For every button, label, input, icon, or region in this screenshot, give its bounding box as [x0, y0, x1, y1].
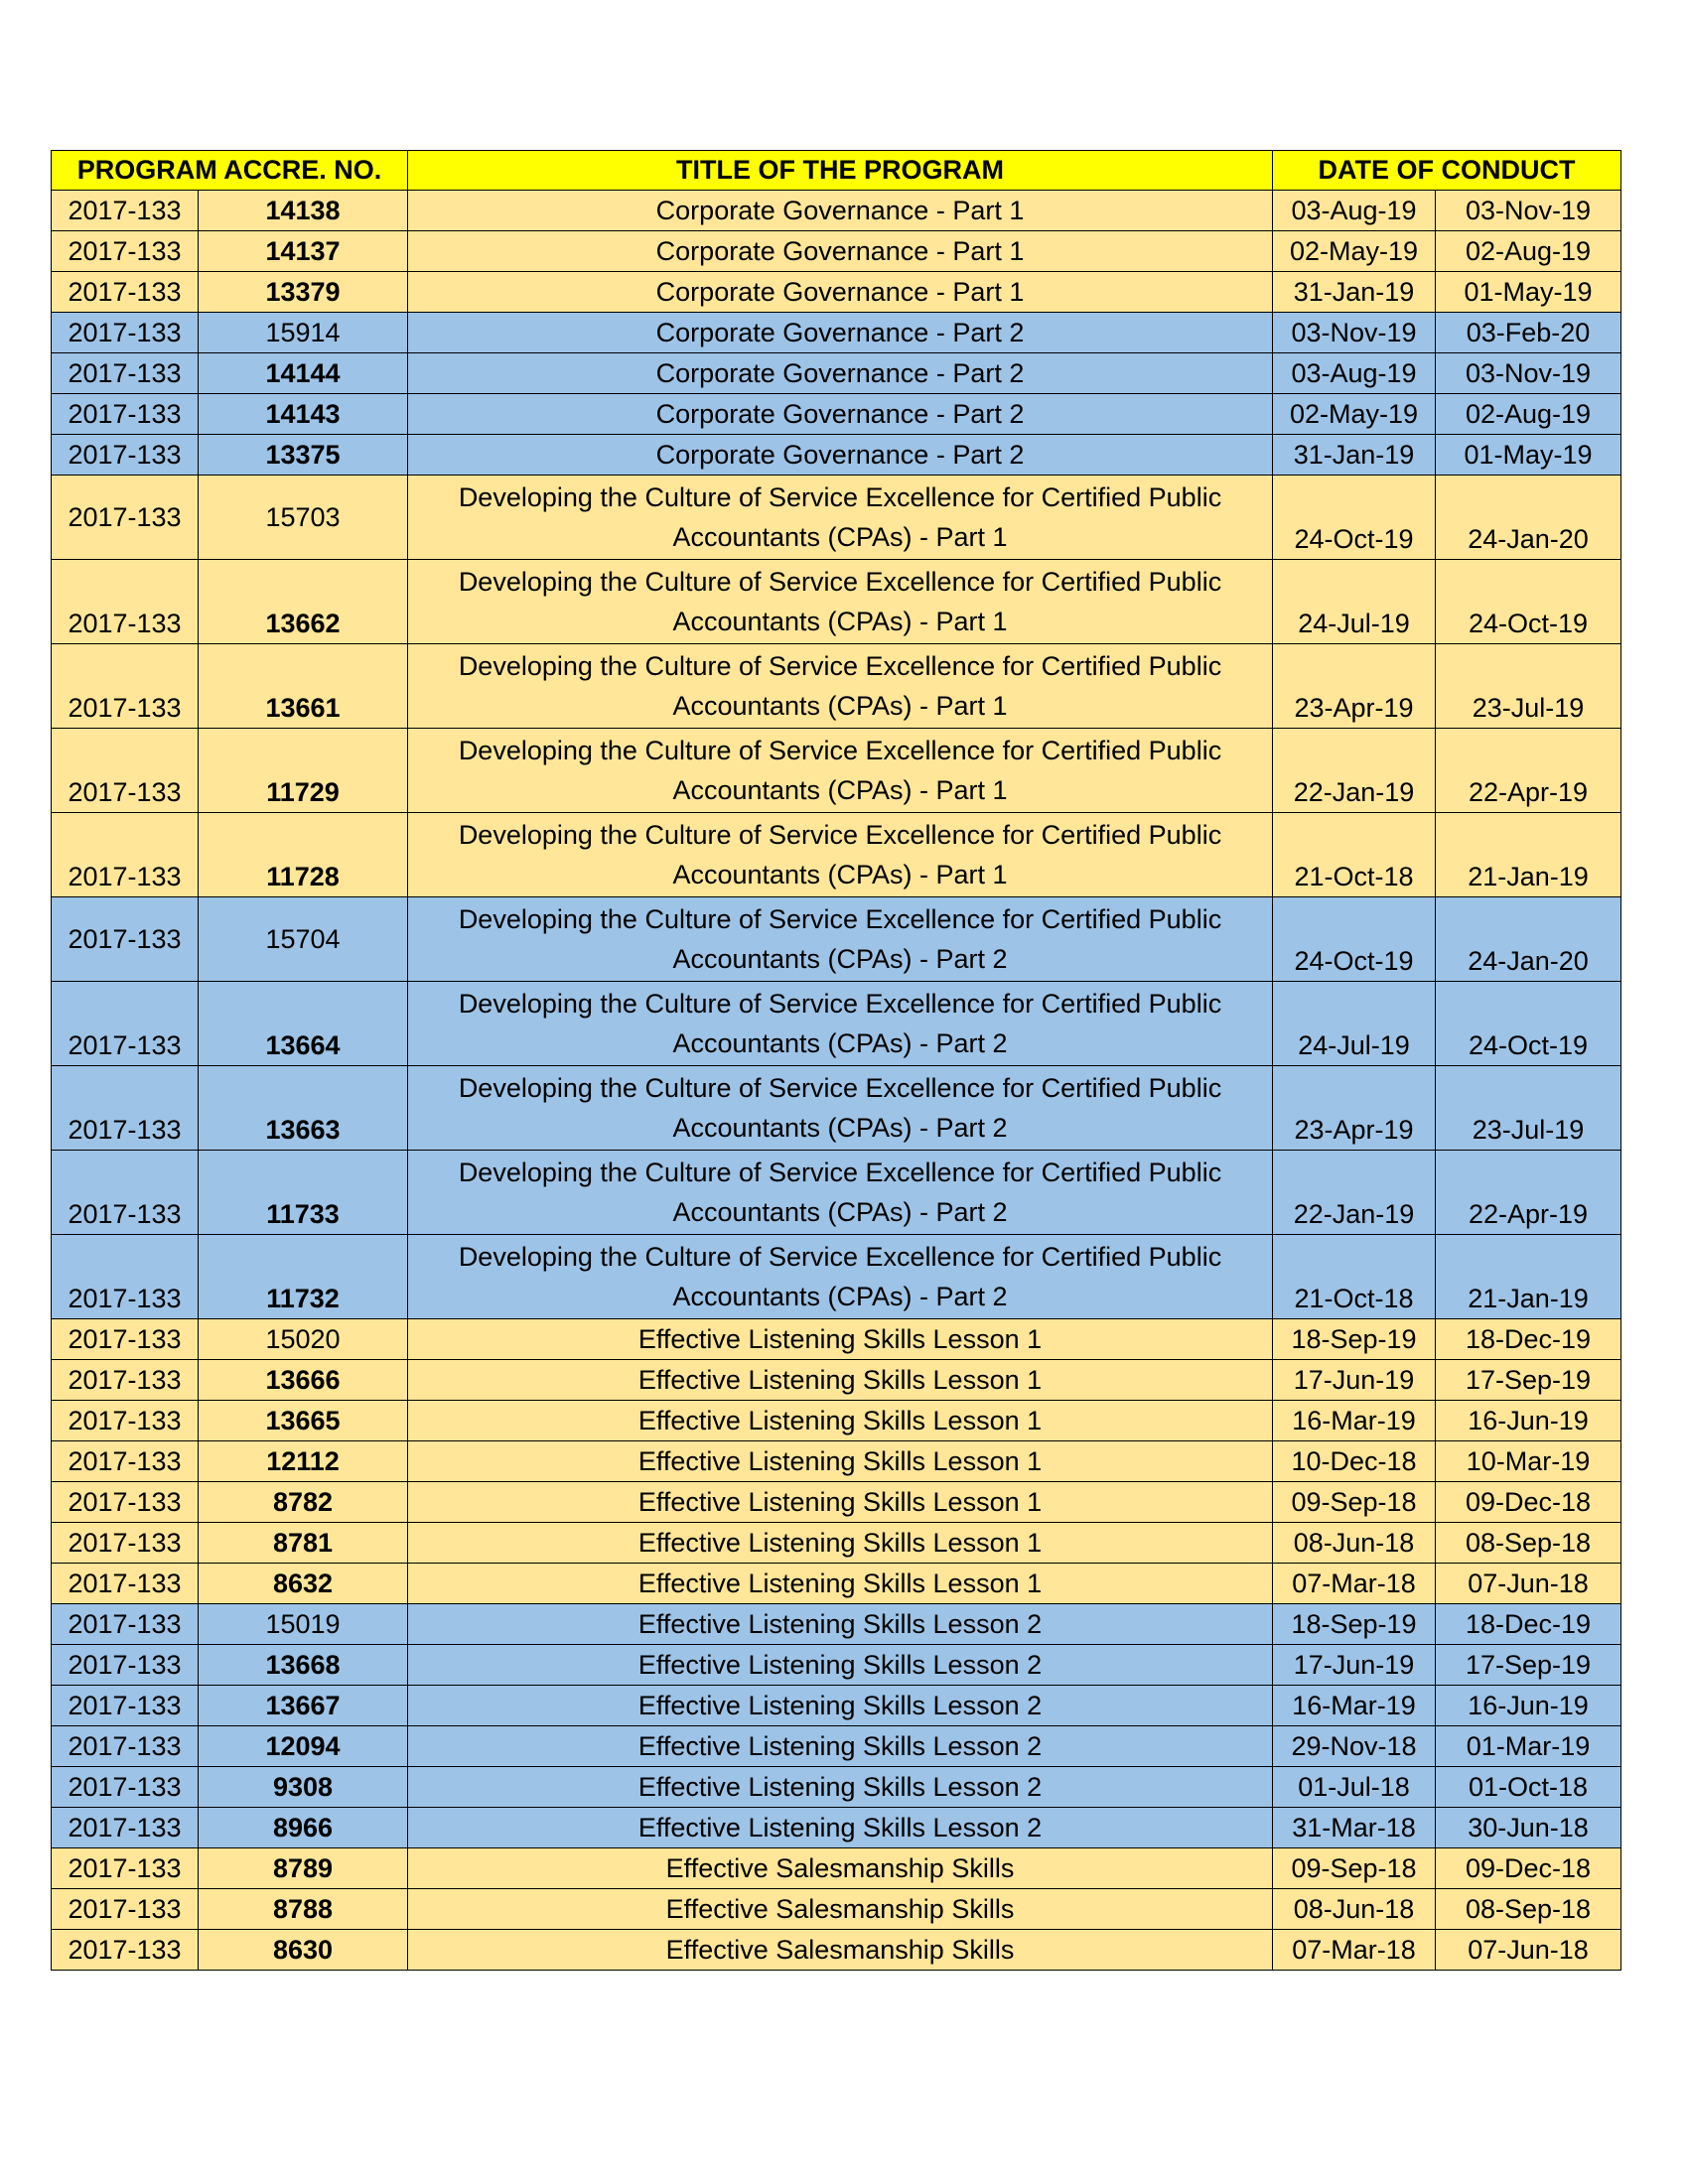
- date-from-cell: 10-Dec-18: [1273, 1441, 1436, 1482]
- date-to-cell: 16-Jun-19: [1436, 1686, 1621, 1726]
- date-to-cell: 23-Jul-19: [1436, 1066, 1621, 1151]
- date-to-cell: 03-Feb-20: [1436, 313, 1621, 353]
- program-title-cell: [408, 1889, 1273, 1930]
- program-title-line-1: Effective Listening Skills Lesson 1: [637, 1323, 1043, 1354]
- accre-number-cell: 15020: [199, 1319, 408, 1360]
- accre-number-cell: 13662: [199, 560, 408, 644]
- header-date: DATE OF CONDUCT: [1273, 151, 1621, 191]
- table-row: [52, 476, 1621, 560]
- accre-prefix-cell: 2017-133: [52, 231, 199, 272]
- table-row: [52, 1604, 1621, 1645]
- accre-prefix-cell: 2017-133: [52, 560, 199, 644]
- program-title-cell: [408, 231, 1273, 272]
- program-title-line-1: Effective Listening Skills Lesson 2: [637, 1730, 1043, 1761]
- date-from-cell: 24-Jul-19: [1273, 982, 1436, 1066]
- accre-number-cell: 15914: [199, 313, 408, 353]
- table-row: [52, 1564, 1621, 1604]
- table-row: [52, 1645, 1621, 1686]
- date-to-cell: 17-Sep-19: [1436, 1645, 1621, 1686]
- program-title-cell: [408, 1360, 1273, 1401]
- program-title-cell: [408, 897, 1273, 982]
- accre-prefix-cell: 2017-133: [52, 476, 199, 560]
- accre-prefix-cell: 2017-133: [52, 1645, 199, 1686]
- date-from-cell: 24-Jul-19: [1273, 560, 1436, 644]
- program-title-cell: [408, 1808, 1273, 1848]
- date-from-cell: 31-Jan-19: [1273, 435, 1436, 476]
- table-row: [52, 435, 1621, 476]
- accre-prefix-cell: 2017-133: [52, 1360, 199, 1401]
- date-to-cell: 02-Aug-19: [1436, 394, 1621, 435]
- accre-number-cell: 13664: [199, 982, 408, 1066]
- accre-number-cell: 13379: [199, 272, 408, 313]
- table-row: [52, 1066, 1621, 1151]
- accre-number-cell: 9308: [199, 1767, 408, 1808]
- table-row: [52, 1360, 1621, 1401]
- table-row: [52, 813, 1621, 897]
- accre-number-cell: 12112: [199, 1441, 408, 1482]
- program-title-line-2: Accountants (CPAs) - Part 2: [672, 1113, 1008, 1143]
- program-title-cell: [408, 435, 1273, 476]
- table-row: [52, 1726, 1621, 1767]
- program-title-line-2: Accountants (CPAs) - Part 2: [672, 1028, 1008, 1058]
- table-row: [52, 1686, 1621, 1726]
- program-title-line-1: Corporate Governance - Part 2: [655, 357, 1025, 388]
- accre-prefix-cell: 2017-133: [52, 435, 199, 476]
- table-row: [52, 1401, 1621, 1441]
- header-title: TITLE OF THE PROGRAM: [408, 151, 1273, 191]
- program-title-cell: [408, 982, 1273, 1066]
- table-row: [52, 1441, 1621, 1482]
- header-row: [52, 151, 1621, 191]
- program-title-line-2: Accountants (CPAs) - Part 1: [672, 691, 1008, 721]
- program-title-cell: [408, 560, 1273, 644]
- table-row: [52, 560, 1621, 644]
- date-from-cell: 08-Jun-18: [1273, 1889, 1436, 1930]
- program-title-line-1: Developing the Culture of Service Excellence for Certified Public: [458, 989, 1222, 1019]
- program-title-line-1: Corporate Governance - Part 1: [655, 276, 1025, 307]
- program-title-line-2: Accountants (CPAs) - Part 1: [672, 607, 1008, 636]
- program-title-line-1: Effective Listening Skills Lesson 1: [637, 1364, 1043, 1395]
- program-title-line-1: Corporate Governance - Part 2: [655, 439, 1025, 470]
- program-title-line-1: Corporate Governance - Part 2: [655, 317, 1025, 347]
- program-title-cell: [408, 1726, 1273, 1767]
- accre-prefix-cell: 2017-133: [52, 644, 199, 729]
- date-from-cell: 02-May-19: [1273, 394, 1436, 435]
- date-from-cell: 23-Apr-19: [1273, 1066, 1436, 1151]
- accre-prefix-cell: 2017-133: [52, 1848, 199, 1889]
- program-title-line-1: Effective Listening Skills Lesson 1: [637, 1527, 1043, 1558]
- date-to-cell: 24-Oct-19: [1436, 560, 1621, 644]
- date-to-cell: 01-Mar-19: [1436, 1726, 1621, 1767]
- accre-prefix-cell: 2017-133: [52, 1441, 199, 1482]
- table-row: [52, 1482, 1621, 1523]
- date-to-cell: 30-Jun-18: [1436, 1808, 1621, 1848]
- accre-number-cell: 11733: [199, 1151, 408, 1235]
- date-to-cell: 16-Jun-19: [1436, 1401, 1621, 1441]
- accre-number-cell: 11728: [199, 813, 408, 897]
- table-body: [52, 191, 1621, 1971]
- accre-number-cell: 8966: [199, 1808, 408, 1848]
- table-row: [52, 1808, 1621, 1848]
- table-row: [52, 1767, 1621, 1808]
- date-from-cell: 17-Jun-19: [1273, 1645, 1436, 1686]
- table-row: [52, 1319, 1621, 1360]
- date-from-cell: 03-Aug-19: [1273, 353, 1436, 394]
- date-to-cell: 02-Aug-19: [1436, 231, 1621, 272]
- date-from-cell: 16-Mar-19: [1273, 1686, 1436, 1726]
- program-title-cell: [408, 644, 1273, 729]
- accre-prefix-cell: 2017-133: [52, 313, 199, 353]
- date-from-cell: 07-Mar-18: [1273, 1564, 1436, 1604]
- accre-number-cell: 11732: [199, 1235, 408, 1319]
- program-title-cell: [408, 1066, 1273, 1151]
- table-row: [52, 1848, 1621, 1889]
- program-title-cell: [408, 272, 1273, 313]
- date-to-cell: 24-Oct-19: [1436, 982, 1621, 1066]
- date-from-cell: 18-Sep-19: [1273, 1319, 1436, 1360]
- accre-prefix-cell: 2017-133: [52, 1726, 199, 1767]
- program-title-line-1: Effective Listening Skills Lesson 1: [637, 1445, 1043, 1476]
- program-title-line-2: Accountants (CPAs) - Part 1: [672, 522, 1008, 552]
- program-title-cell: [408, 1401, 1273, 1441]
- accre-prefix-cell: 2017-133: [52, 1151, 199, 1235]
- program-title-cell: [408, 313, 1273, 353]
- table-row: [52, 1235, 1621, 1319]
- program-title-line-1: Effective Listening Skills Lesson 2: [637, 1649, 1043, 1680]
- date-from-cell: 21-Oct-18: [1273, 813, 1436, 897]
- accre-number-cell: 8781: [199, 1523, 408, 1564]
- accre-prefix-cell: 2017-133: [52, 1235, 199, 1319]
- date-from-cell: 31-Mar-18: [1273, 1808, 1436, 1848]
- date-from-cell: 23-Apr-19: [1273, 644, 1436, 729]
- accre-prefix-cell: 2017-133: [52, 813, 199, 897]
- program-title-cell: [408, 729, 1273, 813]
- program-title-line-1: Effective Salesmanship Skills: [665, 1893, 1015, 1924]
- accre-prefix-cell: 2017-133: [52, 394, 199, 435]
- program-title-cell: [408, 1604, 1273, 1645]
- accre-number-cell: 14144: [199, 353, 408, 394]
- program-title-line-1: Developing the Culture of Service Excellence for Certified Public: [458, 904, 1222, 934]
- program-title-cell: [408, 1441, 1273, 1482]
- accre-prefix-cell: 2017-133: [52, 1889, 199, 1930]
- accre-prefix-cell: 2017-133: [52, 191, 199, 231]
- date-from-cell: 01-Jul-18: [1273, 1767, 1436, 1808]
- date-to-cell: 22-Apr-19: [1436, 729, 1621, 813]
- date-to-cell: 08-Sep-18: [1436, 1523, 1621, 1564]
- accre-prefix-cell: 2017-133: [52, 1808, 199, 1848]
- date-from-cell: 17-Jun-19: [1273, 1360, 1436, 1401]
- date-from-cell: 02-May-19: [1273, 231, 1436, 272]
- accre-prefix-cell: 2017-133: [52, 1401, 199, 1441]
- date-to-cell: 03-Nov-19: [1436, 353, 1621, 394]
- date-to-cell: 21-Jan-19: [1436, 813, 1621, 897]
- accre-number-cell: 8630: [199, 1930, 408, 1971]
- accre-number-cell: 11729: [199, 729, 408, 813]
- date-to-cell: 08-Sep-18: [1436, 1889, 1621, 1930]
- program-title-cell: [408, 1151, 1273, 1235]
- date-to-cell: 01-Oct-18: [1436, 1767, 1621, 1808]
- date-from-cell: 16-Mar-19: [1273, 1401, 1436, 1441]
- program-title-line-2: Accountants (CPAs) - Part 2: [672, 1282, 1008, 1311]
- accre-prefix-cell: 2017-133: [52, 1066, 199, 1151]
- table-row: [52, 982, 1621, 1066]
- date-to-cell: 24-Jan-20: [1436, 897, 1621, 982]
- date-from-cell: 24-Oct-19: [1273, 897, 1436, 982]
- program-title-cell: [408, 1848, 1273, 1889]
- program-title-cell: [408, 1235, 1273, 1319]
- program-title-line-1: Developing the Culture of Service Excellence for Certified Public: [458, 482, 1222, 512]
- program-title-cell: [408, 1645, 1273, 1686]
- program-title-line-1: Effective Salesmanship Skills: [665, 1852, 1015, 1883]
- program-title-cell: [408, 1930, 1273, 1971]
- table-row: [52, 272, 1621, 313]
- accre-prefix-cell: 2017-133: [52, 1564, 199, 1604]
- date-from-cell: 03-Aug-19: [1273, 191, 1436, 231]
- table-row: [52, 394, 1621, 435]
- date-to-cell: 01-May-19: [1436, 272, 1621, 313]
- accre-number-cell: 15019: [199, 1604, 408, 1645]
- accre-number-cell: 13667: [199, 1686, 408, 1726]
- program-title-cell: [408, 394, 1273, 435]
- date-to-cell: 23-Jul-19: [1436, 644, 1621, 729]
- program-title-cell: [408, 1686, 1273, 1726]
- program-title-line-1: Developing the Culture of Service Excellence for Certified Public: [458, 1158, 1222, 1187]
- accre-prefix-cell: 2017-133: [52, 1482, 199, 1523]
- program-title-cell: [408, 353, 1273, 394]
- accre-number-cell: 15703: [199, 476, 408, 560]
- program-title-line-1: Effective Listening Skills Lesson 1: [637, 1405, 1043, 1435]
- program-title-line-1: Effective Listening Skills Lesson 1: [637, 1486, 1043, 1517]
- accre-number-cell: 12094: [199, 1726, 408, 1767]
- accre-number-cell: 13666: [199, 1360, 408, 1401]
- table-row: [52, 644, 1621, 729]
- program-title-line-1: Effective Listening Skills Lesson 1: [637, 1568, 1043, 1598]
- table-row: [52, 191, 1621, 231]
- accre-number-cell: 13665: [199, 1401, 408, 1441]
- program-title-line-2: Accountants (CPAs) - Part 2: [672, 944, 1008, 974]
- date-from-cell: 24-Oct-19: [1273, 476, 1436, 560]
- date-to-cell: 09-Dec-18: [1436, 1482, 1621, 1523]
- accre-number-cell: 8782: [199, 1482, 408, 1523]
- accre-number-cell: 15704: [199, 897, 408, 982]
- date-to-cell: 10-Mar-19: [1436, 1441, 1621, 1482]
- program-title-line-1: Developing the Culture of Service Excellence for Certified Public: [458, 820, 1222, 850]
- program-title-line-1: Corporate Governance - Part 1: [655, 235, 1025, 266]
- accre-prefix-cell: 2017-133: [52, 272, 199, 313]
- header-accre-no: PROGRAM ACCRE. NO.: [52, 151, 408, 191]
- accre-prefix-cell: 2017-133: [52, 353, 199, 394]
- program-title-cell: [408, 1767, 1273, 1808]
- accre-number-cell: 13663: [199, 1066, 408, 1151]
- table-row: [52, 729, 1621, 813]
- program-title-line-1: Effective Listening Skills Lesson 2: [637, 1771, 1043, 1802]
- accre-number-cell: 14138: [199, 191, 408, 231]
- program-title-cell: [408, 476, 1273, 560]
- accre-number-cell: 14143: [199, 394, 408, 435]
- accre-number-cell: 13375: [199, 435, 408, 476]
- program-title-cell: [408, 191, 1273, 231]
- date-to-cell: 17-Sep-19: [1436, 1360, 1621, 1401]
- date-to-cell: 24-Jan-20: [1436, 476, 1621, 560]
- date-to-cell: 21-Jan-19: [1436, 1235, 1621, 1319]
- accre-number-cell: 8789: [199, 1848, 408, 1889]
- table-row: [52, 1523, 1621, 1564]
- program-title-line-1: Corporate Governance - Part 1: [655, 195, 1025, 225]
- program-title-line-1: Developing the Culture of Service Excellence for Certified Public: [458, 1242, 1222, 1272]
- date-from-cell: 29-Nov-18: [1273, 1726, 1436, 1767]
- program-title-cell: [408, 1564, 1273, 1604]
- accre-prefix-cell: 2017-133: [52, 1604, 199, 1645]
- accre-prefix-cell: 2017-133: [52, 1767, 199, 1808]
- program-title-cell: [408, 1482, 1273, 1523]
- date-from-cell: 22-Jan-19: [1273, 729, 1436, 813]
- date-to-cell: 07-Jun-18: [1436, 1930, 1621, 1971]
- program-title-line-1: Effective Listening Skills Lesson 2: [637, 1608, 1043, 1639]
- program-title-line-1: Corporate Governance - Part 2: [655, 398, 1025, 429]
- accre-prefix-cell: 2017-133: [52, 1930, 199, 1971]
- program-title-line-1: Developing the Culture of Service Excellence for Certified Public: [458, 567, 1222, 597]
- date-from-cell: 08-Jun-18: [1273, 1523, 1436, 1564]
- accre-prefix-cell: 2017-133: [52, 1319, 199, 1360]
- date-from-cell: 09-Sep-18: [1273, 1848, 1436, 1889]
- table-row: [52, 897, 1621, 982]
- table-row: [52, 1889, 1621, 1930]
- date-from-cell: 21-Oct-18: [1273, 1235, 1436, 1319]
- accre-number-cell: 13661: [199, 644, 408, 729]
- accre-number-cell: 13668: [199, 1645, 408, 1686]
- program-title-cell: [408, 1319, 1273, 1360]
- accre-prefix-cell: 2017-133: [52, 897, 199, 982]
- date-to-cell: 18-Dec-19: [1436, 1319, 1621, 1360]
- program-title-line-2: Accountants (CPAs) - Part 2: [672, 1197, 1008, 1227]
- program-title-cell: [408, 813, 1273, 897]
- program-title-line-1: Effective Salesmanship Skills: [665, 1934, 1015, 1965]
- date-to-cell: 01-May-19: [1436, 435, 1621, 476]
- accre-prefix-cell: 2017-133: [52, 729, 199, 813]
- accre-prefix-cell: 2017-133: [52, 1523, 199, 1564]
- table-row: [52, 1930, 1621, 1971]
- date-to-cell: 07-Jun-18: [1436, 1564, 1621, 1604]
- program-title-line-1: Developing the Culture of Service Excellence for Certified Public: [458, 651, 1222, 681]
- date-to-cell: 22-Apr-19: [1436, 1151, 1621, 1235]
- date-to-cell: 09-Dec-18: [1436, 1848, 1621, 1889]
- date-from-cell: 03-Nov-19: [1273, 313, 1436, 353]
- accre-number-cell: 8788: [199, 1889, 408, 1930]
- program-title-line-2: Accountants (CPAs) - Part 1: [672, 860, 1008, 889]
- accre-prefix-cell: 2017-133: [52, 982, 199, 1066]
- date-from-cell: 07-Mar-18: [1273, 1930, 1436, 1971]
- program-title-line-1: Effective Listening Skills Lesson 2: [637, 1690, 1043, 1720]
- date-from-cell: 31-Jan-19: [1273, 272, 1436, 313]
- table-row: [52, 1151, 1621, 1235]
- table-row: [52, 231, 1621, 272]
- program-title-line-1: Effective Listening Skills Lesson 2: [637, 1812, 1043, 1843]
- accre-prefix-cell: 2017-133: [52, 1686, 199, 1726]
- program-title-line-1: Developing the Culture of Service Excellence for Certified Public: [458, 736, 1222, 765]
- date-to-cell: 18-Dec-19: [1436, 1604, 1621, 1645]
- table-row: [52, 313, 1621, 353]
- program-title-line-1: Developing the Culture of Service Excellence for Certified Public: [458, 1073, 1222, 1103]
- date-from-cell: 18-Sep-19: [1273, 1604, 1436, 1645]
- program-title-cell: [408, 1523, 1273, 1564]
- program-table: [51, 150, 1621, 1971]
- table-row: [52, 353, 1621, 394]
- date-to-cell: 03-Nov-19: [1436, 191, 1621, 231]
- accre-number-cell: 8632: [199, 1564, 408, 1604]
- accre-number-cell: 14137: [199, 231, 408, 272]
- program-title-line-2: Accountants (CPAs) - Part 1: [672, 775, 1008, 805]
- date-from-cell: 22-Jan-19: [1273, 1151, 1436, 1235]
- date-from-cell: 09-Sep-18: [1273, 1482, 1436, 1523]
